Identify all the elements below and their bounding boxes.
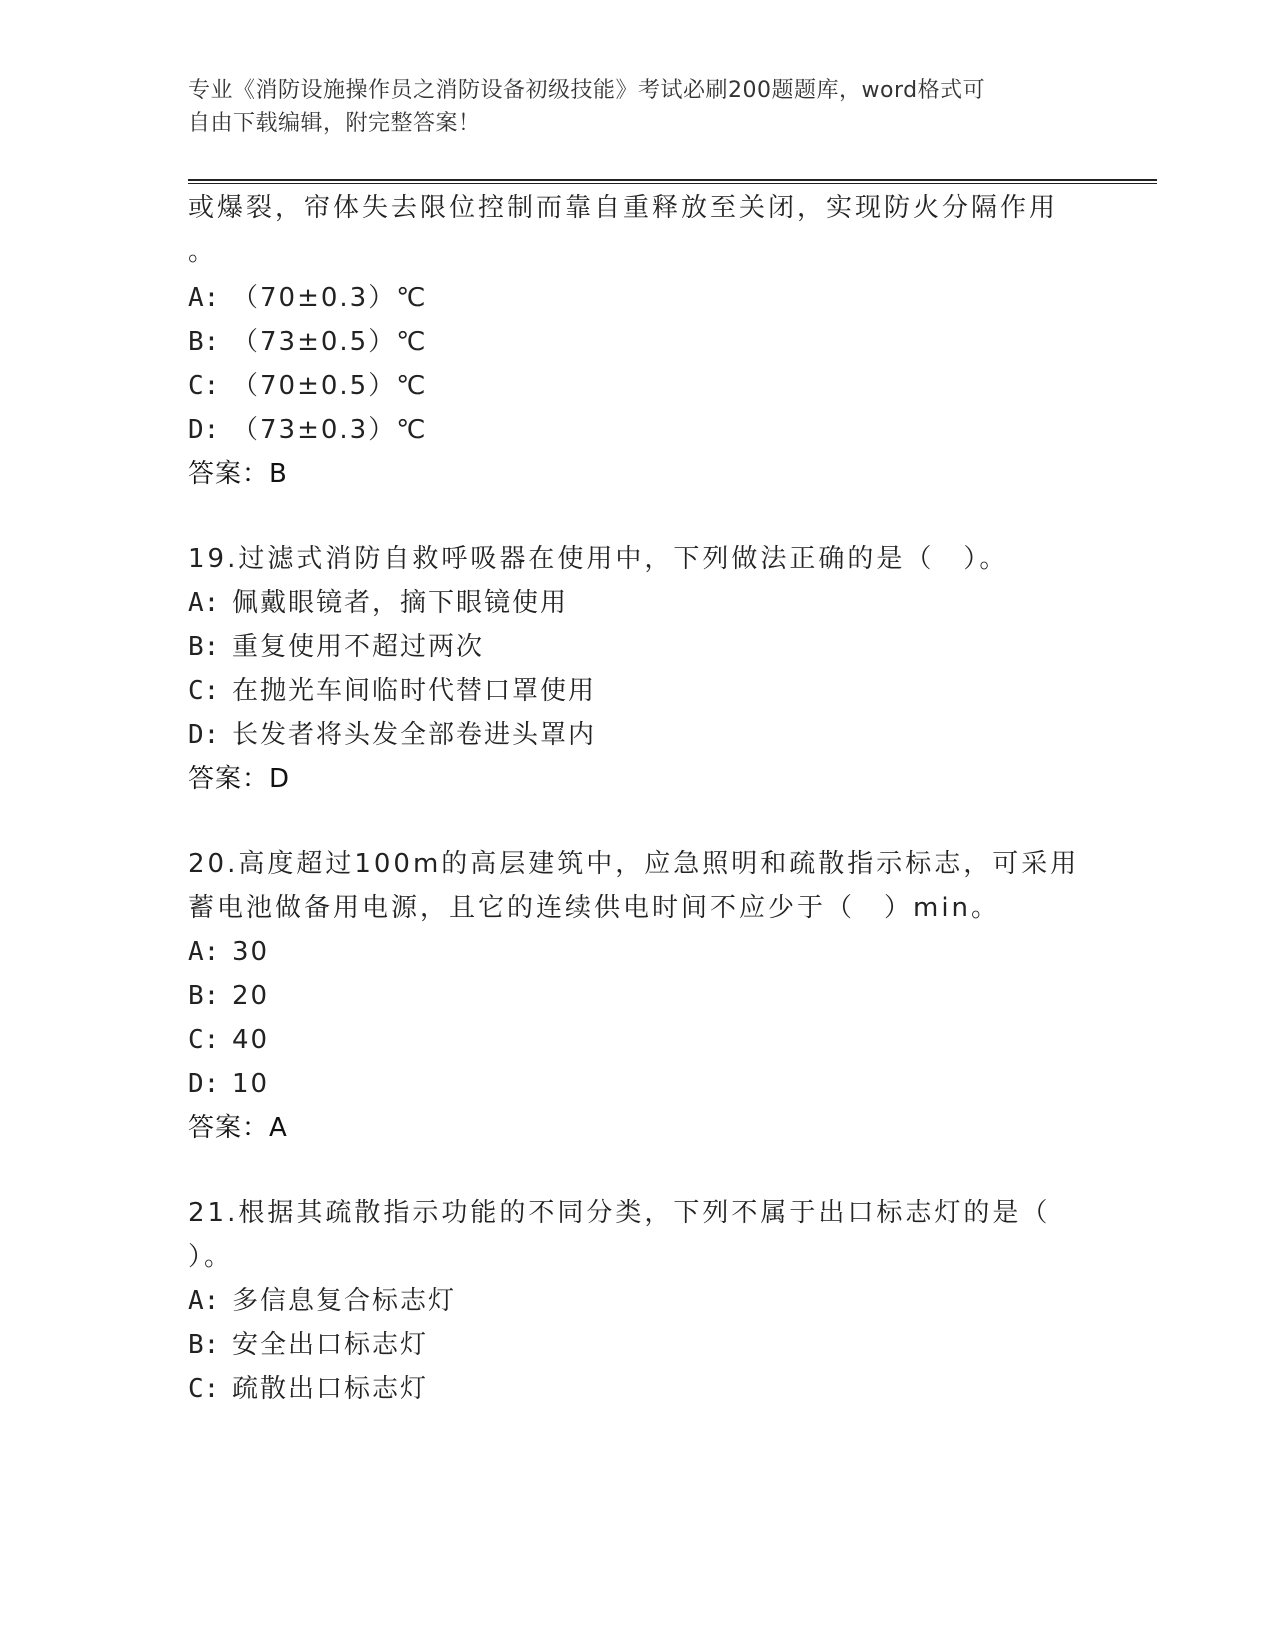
header-title-line-1: 专业《消防设施操作员之消防设备初级技能》考试必刷200题题库，word格式可: [188, 78, 986, 103]
question-19-option-d: [188, 717, 596, 753]
option-letter: D:: [188, 720, 220, 750]
header-divider-thin: [188, 183, 1157, 184]
option-letter: B:: [188, 1330, 220, 1360]
question-21-option-a: [188, 1283, 456, 1319]
document-header: [188, 74, 1088, 140]
option-text: 30: [232, 937, 270, 967]
option-text: 在抛光车间临时代替口罩使用: [232, 676, 597, 706]
option-letter: B:: [188, 327, 220, 357]
option-text: 安全出口标志灯: [232, 1330, 429, 1360]
question-18-option-a: [188, 280, 427, 316]
option-text: （70±0.3）℃: [232, 283, 428, 313]
option-letter: A:: [188, 588, 220, 618]
question-19-text-line-1: 19.过滤式消防自救呼吸器在使用中，下列做法正确的是（ ）。: [188, 544, 1009, 574]
question-18-text-line-2: 。: [188, 237, 218, 267]
question-21-option-c: [188, 1371, 428, 1407]
question-20-option-b: [188, 978, 269, 1014]
option-text: （73±0.5）℃: [232, 327, 428, 357]
question-20-answer: 答案：A: [188, 1113, 288, 1143]
option-letter: C:: [188, 1374, 220, 1404]
option-text: 40: [232, 1025, 270, 1055]
option-letter: A:: [188, 1286, 220, 1316]
question-21-text-line-1: 21.根据其疏散指示功能的不同分类，下列不属于出口标志灯的是（: [188, 1198, 1051, 1228]
question-19-option-b: [188, 629, 484, 665]
option-text: 长发者将头发全部卷进头罩内: [232, 720, 597, 750]
option-letter: A:: [188, 937, 220, 967]
option-letter: B:: [188, 632, 220, 662]
question-20-option-d: [188, 1066, 269, 1102]
question-18-option-d: [188, 412, 427, 448]
header-divider-thick: [188, 179, 1157, 181]
question-21-text-line-2: ）。: [188, 1242, 234, 1272]
header-title-line-2: 自由下载编辑，附完整答案！: [188, 111, 481, 136]
option-text: 多信息复合标志灯: [232, 1286, 457, 1316]
option-text: （70±0.5）℃: [232, 371, 428, 401]
question-19-answer: 答案：D: [188, 764, 291, 794]
question-18-option-c: [188, 368, 427, 404]
question-21-option-b: [188, 1327, 428, 1363]
option-text: 佩戴眼镜者，摘下眼镜使用: [232, 588, 569, 618]
question-18-text-line-1: 或爆裂，帘体失去限位控制而靠自重释放至关闭，实现防火分隔作用: [188, 193, 1059, 223]
question-20-option-c: [188, 1022, 269, 1058]
option-letter: D:: [188, 415, 220, 445]
option-letter: C:: [188, 1025, 220, 1055]
question-18-answer: 答案：B: [188, 459, 288, 489]
question-18-option-b: [188, 324, 427, 360]
question-19-option-c: [188, 673, 596, 709]
option-letter: D:: [188, 1069, 220, 1099]
option-letter: B:: [188, 981, 220, 1011]
option-letter: C:: [188, 676, 220, 706]
option-text: 10: [232, 1069, 270, 1099]
question-19-option-a: [188, 585, 568, 621]
option-text: （73±0.3）℃: [232, 415, 428, 445]
option-letter: C:: [188, 371, 220, 401]
option-text: 疏散出口标志灯: [232, 1374, 429, 1404]
question-20-option-a: [188, 934, 269, 970]
option-text: 重复使用不超过两次: [232, 632, 485, 662]
question-20-text-line-2: 蓄电池做备用电源，且它的连续供电时间不应少于（ ）min。: [188, 893, 1001, 923]
question-20-text-line-1: 20.高度超过100m的高层建筑中，应急照明和疏散指示标志，可采用: [188, 849, 1080, 879]
option-text: 20: [232, 981, 270, 1011]
option-letter: A:: [188, 283, 220, 313]
